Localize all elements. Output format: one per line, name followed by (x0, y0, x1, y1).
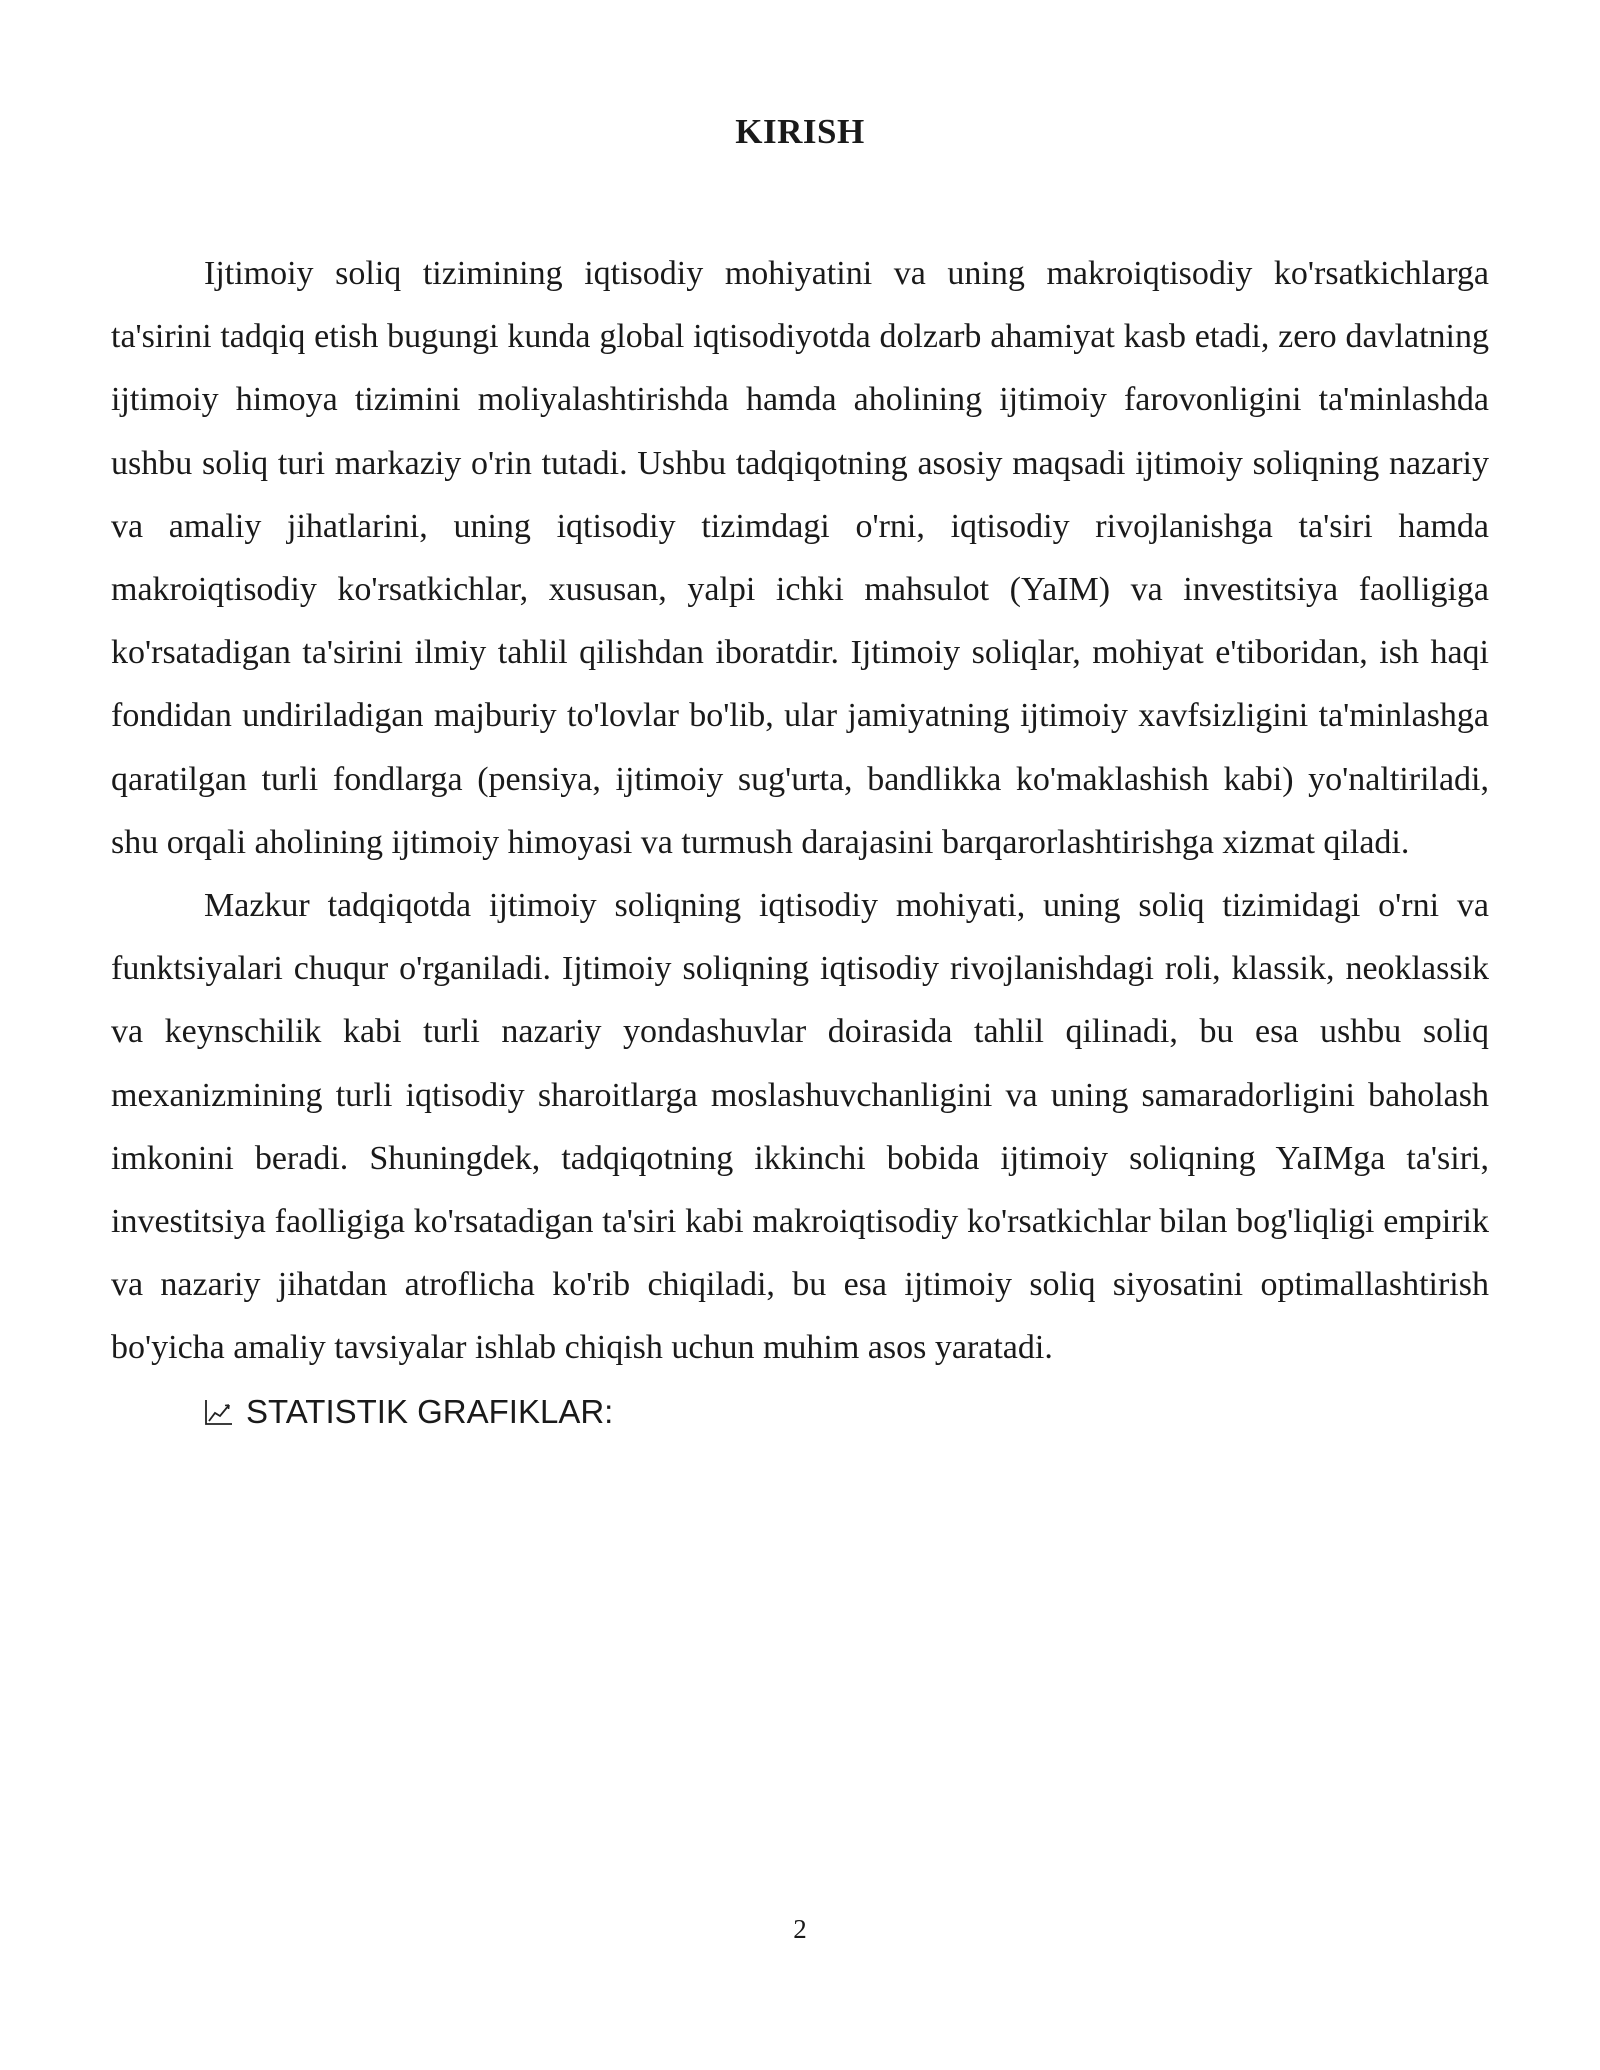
section-heading (111, 1380, 1489, 1443)
page-number: 2 (793, 1914, 807, 1944)
document-body (111, 242, 1489, 1443)
intro-paragraph-2: Mazkur tadqiqotda ijtimoiy soliqning iqtisodiy mohiyati, uning soliq tizimidagi o'rni va funktsiyalari chuqur o'rganiladi. Ijtimoiy soliqning iqtisodiy rivojlanishdagi roli, klassik, neoklassik va keynschilik kabi turli nazariy yondashuvlar doirasida tahlil qilinadi, bu esa ushbu soliq mexanizmining turli iqtisodiy sharoitlarga moslashuvchanligini va uning samaradorligini baholash imkonini beradi. Shuningdek, tadqiqotning ikkinchi bobida ijtimoiy soliqning YaIMga ta'siri, investitsiya faolligiga ko'rsatadigan ta'siri kabi makroiqtisodiy ko'rsatkichlar bilan bog'liqligi empirik va nazariy jihatdan atroflicha ko'rib chiqiladi, bu esa ijtimoiy soliq siyosatini optimallashtirish bo'yicha amaliy tavsiyalar ishlab chiqish uchun muhim asos yaratadi. (111, 887, 1489, 1367)
chart-increasing-icon (204, 1398, 234, 1426)
intro-paragraph-1: Ijtimoiy soliq tizimining iqtisodiy mohiyatini va uning makroiqtisodiy ko'rsatkichlarga ta'sirini tadqiq etish bugungi kunda global iqtisodiyotda dolzarb ahamiyat kasb etadi, zero davlatning ijtimoiy himoya tizimini moliyalashtirishda hamda aholining ijtimoiy farovonligini ta'minlashda ushbu soliq turi markaziy o'rin tutadi. Ushbu tadqiqotning asosiy maqsadi ijtimoiy soliqning nazariy va amaliy jihatlarini, uning iqtisodiy tizimdagi o'rni, iqtisodiy rivojlanishga ta'siri hamda makroiqtisodiy ko'rsatkichlar, xususan, yalpi ichki mahsulot (YaIM) va investitsiya faolligiga ko'rsatadigan ta'sirini ilmiy tahlil qilishdan iboratdir. Ijtimoiy soliqlar, mohiyat e'tiboridan, ish haqi fondidan undiriladigan majburiy to'lovlar bo'lib, ular jamiyatning ijtimoiy xavfsizligini ta'minlashga qaratilgan turli fondlarga (pensiya, ijtimoiy sug'urta, bandlikka ko'maklashish kabi) yo'naltiriladi, shu orqali aholining ijtimoiy himoyasi va turmush darajasini barqarorlashtirishga xizmat qiladi. (111, 255, 1489, 861)
section-heading-label: STATISTIK GRAFIKLAR: (246, 1392, 614, 1430)
page-title: KIRISH (735, 112, 865, 151)
